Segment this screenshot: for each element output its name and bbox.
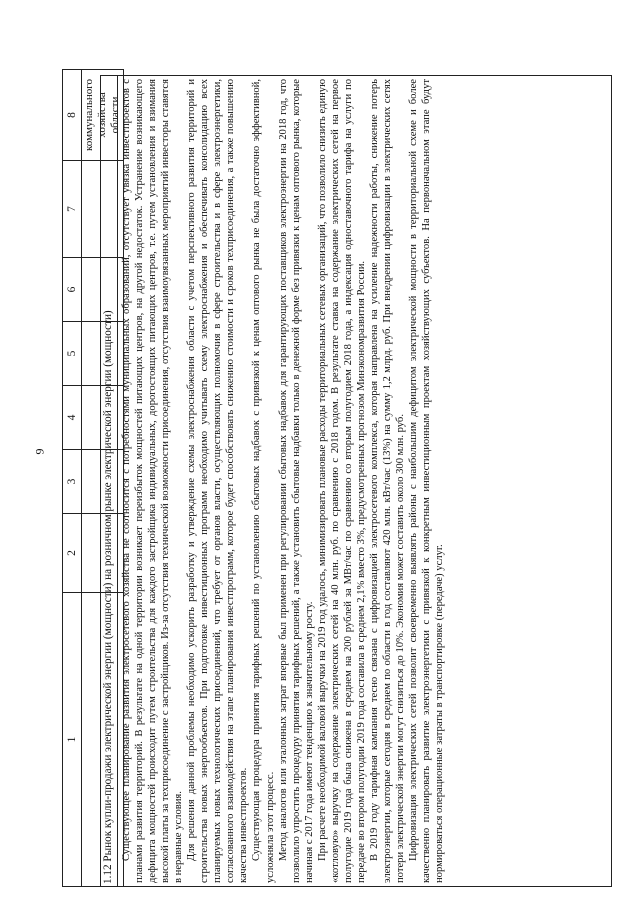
org-line-1: коммунального	[83, 79, 95, 151]
header-col-7: 7	[63, 161, 82, 258]
page-number: 9	[32, 448, 47, 455]
paragraph: Существующее планирование развития электросетевого хозяйства не соотносится с потребностями муниципальных образований, отсутствует увязка инвестпроектов с планами развития территорий. В результате на одной территории возникает переизбыток мощностей питающих центров, на другой недостаток. Устранение возникающего дефицита мощностей происходит путем строительства для каждого застройщика индивидуальных, дорогостоящих питающих центров, т.е. путем установления и взимания высокой платы за техприсоединение с застройщиков. Из-за отсутствия технической возможности присоединения, отсутствия взаимоувязанных мероприятий инвесторы ставятся в неравные условия.	[121, 79, 185, 883]
section-title: 1.12 Рынок купли-продажи электрической энергии (мощности) на розничном рынке электрической энергии (мощности)	[101, 76, 118, 886]
org-line-2: хозяйства области	[96, 92, 121, 138]
paragraph: Метод аналогов или эталонных затрат впервые был применен при регулировании сбытовых надбавок для гарантирующих поставщиков электроэнергии на 2018 год, что позволило упростить процедуру принятия тарифных решений, а также установить сбытовые надбавки только в денежной форме без привязки к ценам оптового рынка, которые начиная с 2017 года имеют тенденцию к значительному росту.	[277, 79, 315, 883]
section-box	[100, 75, 612, 887]
header-col-5: 5	[63, 322, 82, 386]
paragraph: Для решения данной проблемы необходимо ускорить разработку и утверждение схемы электроснабжения области с учетом перспективного развития территорий и строительства новых энергообъектов. При подготовке инвестиционных программ необходимо учитывать схему электроснабжения и обеспечивать консолидацию всех планируемых новых технологических присоединений, что требует от органов власти, осуществляющих полномочия в сфере строительства и в сфере электроэнергетики, согласованного взаимодействия на этапе планирования инвестпрограмм, которое будет способствовать снижению стоимости и сроков техприсоединения, а также повышению качества инвестпроектов.	[186, 79, 250, 883]
paragraph: Существующая процедура принятия тарифных решений по установлению сбытовых надбавок с привязкой к ценам оптового рынка не была достаточно эффективной, усложняла этот процесс.	[251, 79, 276, 883]
header-col-2: 2	[63, 514, 82, 593]
header-col-6: 6	[63, 258, 82, 322]
paragraph: В 2019 году тарифная кампания тесно связана с цифровизацией электросетевого комплекса, которая направлена на усиление надежности работы, снижение потерь электроэнергии, которые сегодня в среднем по области в год составляют 420 млн. кВт/час (13%) на сумму 1,2 млрд. руб. При внедрении цифровизации в электрических сетях потери электрической энергии могут снизиться до 10%. Экономия может составить около 300 млн. руб.	[368, 79, 406, 883]
header-col-4: 4	[63, 386, 82, 450]
paragraph: Цифровизация электрических сетей позволит своевременно выявлять районы с наибольшим дефицитом электрической мощности в территориальной схеме и более качественно планировать развитие электроэнергетики с привязкой к конкретным инвестиционным проектам хозяйствующих субъектов. На первоначальном этапе будут нормироваться операционные затраты в транспортировке (передаче) услуг.	[408, 79, 446, 883]
header-col-8: 8	[63, 70, 82, 161]
header-col-1: 1	[63, 593, 82, 887]
paragraph: При расчете необходимой валовой выручки на 2019 год удалось, минимизировать плановые расходы территориальных сетевых организаций, что позволило снизить единую «котловую» выручку на содержание электрических сетей на 40 млн. руб. по сравнению с 2018 годом. В результате ставка на содержание электрических сетей на первое полугодие 2019 года была снижена в среднем на 200 рублей за МВт/час по сравнению со вторым полугодием 2018 года, а индексация одноставочного тарифа на услуги по передаче во втором полугодии 2019 года составила в среднем 2,1% вместо 3%, предусмотренных прогнозом Минэкономразвития России.	[316, 79, 367, 883]
header-col-3: 3	[63, 450, 82, 514]
document-body	[60, 60, 620, 895]
